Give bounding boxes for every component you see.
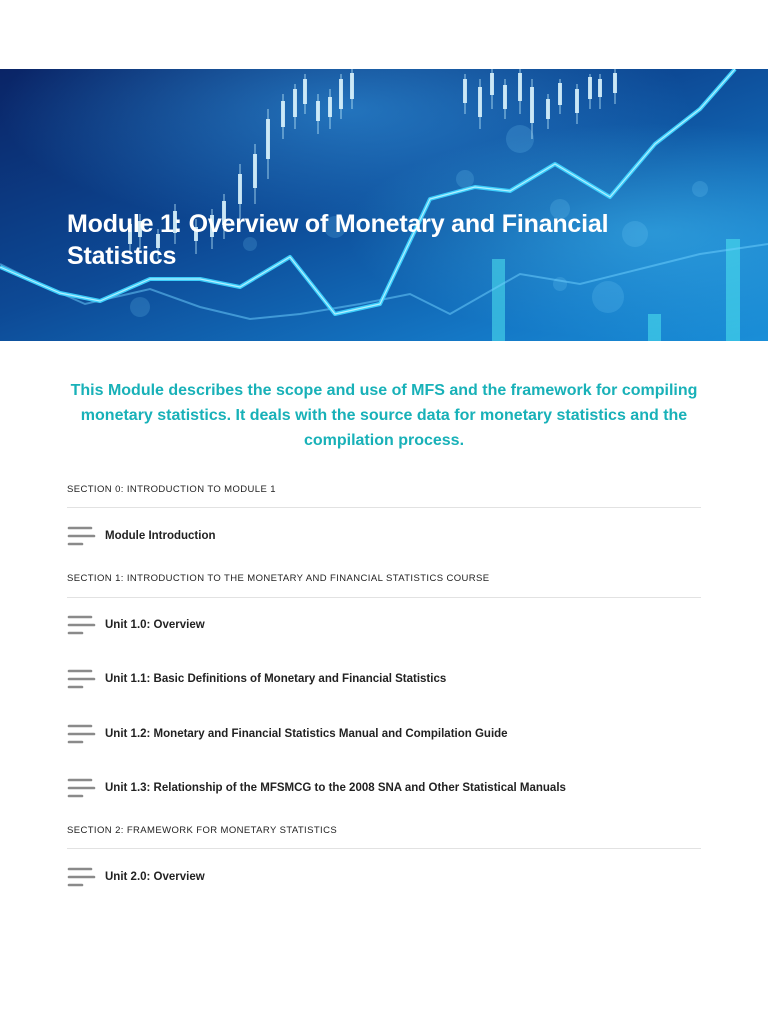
hero-background-image	[0, 69, 768, 341]
lesson-item-unit-1-2[interactable]	[67, 720, 701, 748]
lesson-label: Unit 1.2: Monetary and Financial Statistics Manual and Compilation Guide	[105, 728, 508, 740]
section-header: SECTION 2: FRAMEWORK FOR MONETARY STATISTICS	[67, 825, 338, 836]
lesson-label: Unit 2.0: Overview	[105, 871, 205, 883]
section-divider	[67, 848, 701, 849]
module-description: This Module describes the scope and use of MFS and the framework for compiling monetary statistics. It deals with the source data for monetary statistics and the compilation process.	[70, 382, 698, 449]
lesson-item-unit-1-0[interactable]	[67, 611, 701, 639]
lesson-list-icon	[67, 614, 97, 636]
section-header: SECTION 1: INTRODUCTION TO THE MONETARY AND FINANCIAL STATISTICS COURSE	[67, 573, 490, 584]
lesson-list-icon	[67, 777, 97, 799]
section-header: SECTION 0: INTRODUCTION TO MODULE 1	[67, 484, 276, 495]
lesson-label: Unit 1.1: Basic Definitions of Monetary and Financial Statistics	[105, 673, 447, 685]
lesson-label: Unit 1.0: Overview	[105, 619, 205, 631]
lesson-label: Unit 1.3: Relationship of the MFSMCG to the 2008 SNA and Other Statistical Manuals	[105, 782, 566, 794]
lesson-list-icon	[67, 866, 97, 888]
lesson-list-icon	[67, 668, 97, 690]
hero-banner	[0, 69, 768, 341]
lesson-item-unit-1-3[interactable]	[67, 774, 701, 802]
lesson-item-module-introduction[interactable]	[67, 522, 701, 550]
section-divider	[67, 597, 701, 598]
lesson-item-unit-2-0[interactable]	[67, 863, 701, 891]
lesson-list-icon	[67, 525, 97, 547]
module-title: Module 1: Overview of Monetary and Financial Statistics	[67, 210, 609, 270]
lesson-item-unit-1-1[interactable]	[67, 665, 701, 693]
lesson-label: Module Introduction	[105, 530, 216, 542]
lesson-list-icon	[67, 723, 97, 745]
section-divider	[67, 507, 701, 508]
